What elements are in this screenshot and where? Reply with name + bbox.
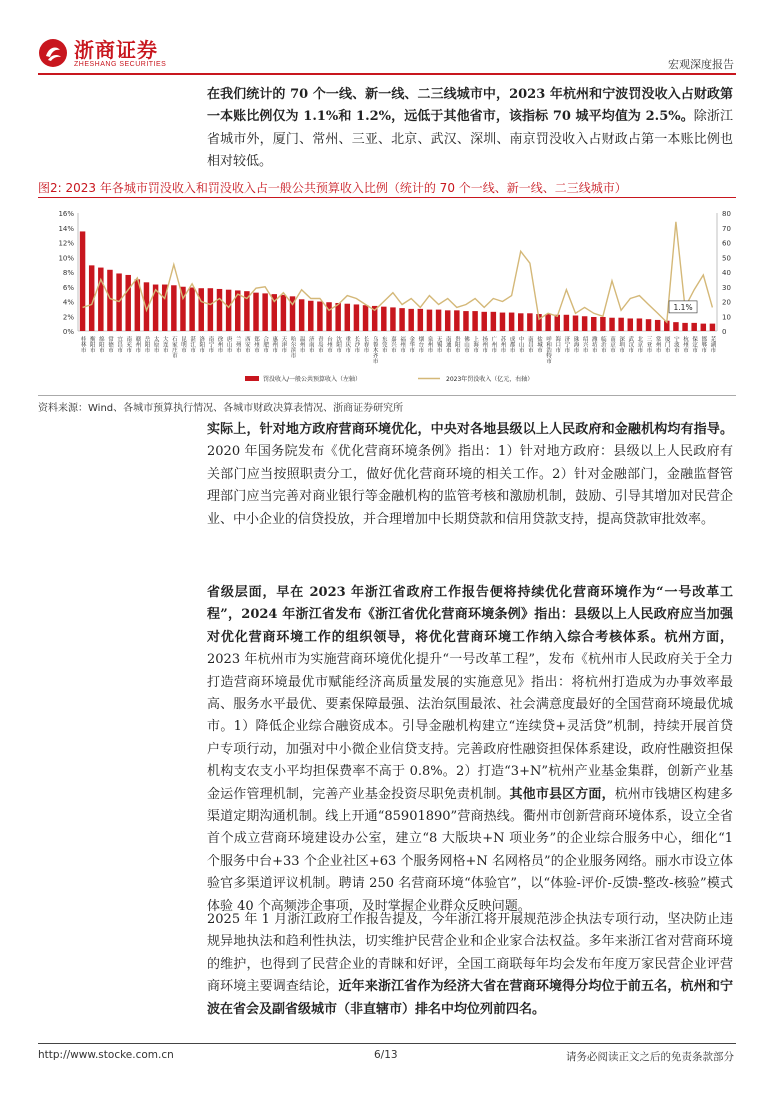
- bar: [491, 312, 496, 331]
- paragraph-3-text-1: 2023 年杭州市为实施营商环境优化提升“一号改革工程”，发布《杭州市人民政府关于全力打造营商环境最优市赋能经济高质量发展的实施意见》指出：将杭州打造成为办事效率最高、服务水平最优、要素保障最强、法治氛围最浓、社会满意度最好的全国营商环境最优城市。1）降低企业综合融资成本。引导金融机构建立“连续贷+灵活贷”机制，持续开展首贷户专项行动，加强对中小微企业信贷支持。完善政府性融资担保体系建设，政府性融资担保机构支农支小平均担保费率不高于 0.8%。2）打造“3+N”杭州产业基金集群，创新产业基金运作管理机制，完善产业基金投资尽职免责机制。: [207, 652, 733, 802]
- category-label: 郑州市: [253, 336, 260, 353]
- source-divider: [38, 395, 736, 396]
- category-label: 台州市: [326, 336, 333, 353]
- category-label: 岳阳市: [143, 336, 150, 353]
- category-label: 烟台市: [417, 336, 424, 353]
- bar: [518, 313, 523, 331]
- category-label: 南通市: [444, 336, 451, 353]
- figure-label: 图2:: [38, 181, 62, 195]
- category-label: 盐城市: [535, 336, 542, 353]
- y-right-tick-label: 50: [722, 254, 731, 263]
- category-label: 海口市: [554, 336, 561, 353]
- y-left-tick-label: 10%: [58, 254, 74, 263]
- bar: [628, 318, 633, 331]
- bar: [363, 305, 368, 331]
- bar: [98, 268, 103, 331]
- bar: [691, 323, 696, 331]
- category-label: 广州市: [490, 336, 497, 353]
- category-label: 宁波市: [672, 336, 679, 353]
- category-label: 洛阳市: [198, 336, 205, 353]
- bar: [701, 324, 706, 331]
- category-label: 贵阳市: [453, 336, 460, 353]
- figure-source: 资料来源：Wind、各城市预算执行情况、各城市财政决算表情况、浙商证券研究所: [38, 403, 404, 414]
- category-label: 金华市: [408, 336, 415, 353]
- bar: [427, 310, 432, 331]
- footer-url[interactable]: http://www.stocke.com.cn: [38, 1049, 174, 1061]
- bar: [408, 309, 413, 331]
- category-label: 绵阳市: [97, 336, 104, 353]
- y-left-tick-label: 16%: [58, 210, 74, 218]
- paragraph-4-bold: 近年来浙江省作为经济大省在营商环境得分均位于前五名，杭州和宁波在省会及副省级城市（非直辖市）排名中均位列前四名。: [207, 979, 733, 1017]
- category-label: 徐州市: [216, 336, 223, 353]
- paragraph-2-bold: 实际上，针对地方政府营商环境优化，中央对各地县级以上人民政府和金融机构均有指导。: [207, 422, 733, 437]
- chart: [0, 197, 774, 397]
- category-label: 嘉兴市: [389, 336, 396, 353]
- paragraph-1-bold: 在我们统计的 70 个一线、新一线、二三线城市中，2023 年杭州和宁波罚没收入占财政第一本账比例仅为 1.1%和 1.2%，远低于其他省市，该指标 70 城平均值为 2.5%。: [207, 87, 733, 125]
- category-label: 石家庄市: [170, 336, 177, 358]
- bar: [399, 308, 404, 331]
- bar: [217, 289, 222, 331]
- category-label: 昆明市: [179, 336, 186, 353]
- category-label: 佛山市: [462, 336, 469, 353]
- category-label: 潍坊市: [590, 336, 597, 353]
- y-right-tick-label: 70: [722, 224, 731, 233]
- category-label: 深圳市: [618, 336, 625, 353]
- footer-divider: [38, 1043, 736, 1044]
- category-label: 温州市: [298, 336, 305, 353]
- bar: [646, 319, 651, 331]
- category-label: 青岛市: [316, 336, 323, 353]
- category-label: 南充市: [125, 336, 132, 353]
- bar: [299, 299, 304, 331]
- legend-swatch-bar: [245, 376, 259, 381]
- category-label: 邯郸市: [700, 336, 707, 353]
- category-label: 合肥市: [262, 336, 269, 353]
- brand-logo: [38, 38, 166, 68]
- figure-title: [38, 179, 627, 196]
- bar: [673, 322, 678, 331]
- category-label: 常德市: [106, 336, 113, 353]
- category-label: 哈尔滨市: [289, 336, 296, 358]
- bar: [418, 309, 423, 331]
- category-label: 绍兴市: [581, 336, 588, 353]
- bar: [208, 288, 213, 331]
- bar: [381, 307, 386, 331]
- bar: [564, 315, 569, 331]
- category-label: 杭州市: [682, 336, 689, 353]
- y-left-tick-label: 0%: [62, 328, 74, 336]
- category-label: 呼和浩特市: [545, 336, 552, 364]
- category-label: 武汉市: [627, 336, 634, 353]
- bar: [637, 318, 642, 331]
- category-label: 上海市: [472, 336, 479, 353]
- category-label: 重庆市: [344, 336, 351, 353]
- paragraph-2-text: 2020 年国务院发布《优化营商环境条例》指出：1）针对地方政府：县级以上人民政府有关部门应当按照职责分工，做好优化营商环境的相关工作。2）针对金融部门，金融监督管理部门应当完善对商业银行等金融机构的监管考核和激励机制，鼓励、引导其增加对民营企业、中小企业的信贷投放，并合理增加中长期贷款和信用贷款支持，提高贷款审批效率。: [207, 444, 733, 527]
- bar: [600, 317, 605, 331]
- header-divider: [38, 73, 736, 75]
- category-label: 常州市: [654, 336, 661, 353]
- category-label: 长春市: [362, 336, 369, 353]
- category-label: 济宁市: [563, 336, 570, 353]
- y-right-tick-label: 10: [722, 313, 731, 322]
- category-label: 三亚市: [645, 336, 652, 353]
- bar: [527, 313, 532, 331]
- category-label: 惠州市: [271, 336, 278, 353]
- footer-disclaimer: 请务必阅读正文之后的免责条款部分: [566, 1051, 734, 1063]
- category-label: 芜湖市: [709, 336, 716, 353]
- category-label: 厦门市: [663, 336, 670, 353]
- paragraph-3-bold-1: 省级层面，早在 2023 年浙江省政府工作报告便将持续优化营商环境作为“一号改革工程”，2024 年浙江省发布《浙江省优化营商环境条例》指出：县级以上人民政府应当加强对优化营商环境工作的组织领导，将优化营商环境工作纳入综合考核体系。杭州方面，: [207, 585, 733, 645]
- category-label: 珠海市: [572, 336, 579, 353]
- bar: [436, 310, 441, 331]
- bar: [454, 310, 459, 331]
- bar: [618, 318, 623, 331]
- category-label: 泉州市: [426, 336, 433, 353]
- category-label: 湛江市: [189, 336, 196, 353]
- bar: [555, 315, 560, 331]
- paragraph-4: [207, 909, 733, 1021]
- figure-caption: 2023 年各城市罚没收入和罚没收入占一般公共预算收入比例（统计的 70 个一线、新一线、二三线城市）: [65, 181, 627, 195]
- category-label: 临沂市: [599, 336, 606, 353]
- y-left-tick-label: 4%: [62, 298, 74, 307]
- bar: [262, 293, 267, 331]
- y-right-tick-label: 40: [722, 269, 731, 277]
- category-label: 保定市: [691, 336, 698, 353]
- y-left-tick-label: 14%: [58, 224, 74, 233]
- y-right-tick-label: 30: [722, 283, 731, 292]
- category-label: 宜昌市: [116, 336, 123, 353]
- bar: [582, 316, 587, 331]
- brand-name-en: ZHESHANG SECURITIES: [74, 60, 167, 68]
- bar: [281, 295, 286, 331]
- category-label: 东莞市: [380, 336, 387, 353]
- bar: [335, 303, 340, 331]
- category-label: 南京市: [609, 336, 616, 353]
- category-label: 沈阳市: [335, 336, 342, 353]
- y-right-tick-label: 60: [722, 239, 731, 248]
- bar: [509, 313, 514, 331]
- category-label: 大连市: [161, 336, 168, 353]
- annotation-label: 1.1%: [673, 302, 693, 312]
- bar: [472, 311, 477, 331]
- paragraph-1-text: 除浙江省城市外，厦门、常州、三亚、北京、武汉、深圳、南京罚没收入占财政占第一本账比例也相对较低。: [207, 109, 733, 170]
- y-right-tick-label: 80: [722, 210, 731, 218]
- category-label: 乌鲁木齐市: [371, 336, 378, 364]
- bar: [390, 307, 395, 331]
- category-label: 太原市: [152, 336, 159, 353]
- bar: [500, 313, 505, 331]
- category-label: 济南市: [307, 336, 314, 353]
- bar: [682, 323, 687, 331]
- bar: [125, 275, 130, 331]
- category-label: 南昌市: [526, 336, 533, 353]
- paragraph-1: [207, 84, 733, 174]
- brand-mark-icon: [38, 38, 68, 68]
- category-label: 西安市: [243, 336, 250, 353]
- bar: [80, 231, 85, 331]
- bar: [591, 317, 596, 331]
- bar: [107, 270, 112, 331]
- bar: [445, 310, 450, 331]
- category-label: 天津市: [280, 336, 287, 353]
- y-right-tick-label: 0: [722, 328, 727, 336]
- bar: [481, 312, 486, 331]
- category-label: 兰州市: [234, 336, 241, 353]
- category-label: 中山市: [517, 336, 524, 353]
- category-label: 北京市: [636, 336, 643, 353]
- category-label: 南宁市: [207, 336, 214, 353]
- category-label: 福州市: [399, 336, 406, 353]
- bar: [116, 273, 121, 331]
- bar: [226, 290, 231, 331]
- category-label: 成都市: [508, 336, 515, 353]
- y-left-tick-label: 2%: [62, 313, 74, 322]
- legend-label-line: 2023年罚没收入（亿元，右轴）: [446, 376, 534, 383]
- bar: [463, 311, 468, 331]
- y-right-tick-label: 20: [722, 298, 731, 307]
- bar: [345, 304, 350, 331]
- bar: [189, 287, 194, 331]
- category-label: 唐山市: [225, 336, 232, 353]
- bar: [655, 320, 660, 331]
- bar: [326, 302, 331, 331]
- paragraph-3-text-2: 杭州市钱塘区构建多渠道定期沟通机制。线上开通“85901890”营商热线。衢州市创新营商环境体系，设立全省首个成立营商环境建设办公室，建立“8 大版块+N 项业务”的企业综合服务中心，细化“1 个服务中台+33 个企业社区+63 个服务网格+N 名网格员”的企业服务网络。丽水市设立体验官多渠道评议机制。聘请 250 名营商环境“体验官”，以“体验-评价-反馈-整改-核验”模式体验 40 个高频涉企事项，及时掌握企业群众反映问题。: [207, 786, 733, 914]
- category-label: 赣州市: [134, 336, 141, 353]
- bar: [198, 288, 203, 331]
- y-left-tick-label: 8%: [62, 269, 74, 277]
- bar: [710, 324, 715, 331]
- paragraph-2: [207, 419, 733, 531]
- report-type: 宏观深度报告: [668, 58, 734, 71]
- bar: [308, 301, 313, 331]
- category-label: 长沙市: [353, 336, 360, 353]
- bar: [609, 318, 614, 331]
- bar: [317, 302, 322, 332]
- category-label: 无锡市: [435, 336, 442, 353]
- category-label: 衡阳市: [88, 336, 95, 353]
- bar: [545, 314, 550, 331]
- bar: [171, 285, 176, 331]
- paragraph-3-bold-2: 其他市县区方面，: [509, 786, 615, 802]
- line-series: [83, 222, 713, 322]
- category-label: 苏州市: [499, 336, 506, 353]
- y-left-tick-label: 6%: [62, 283, 74, 292]
- category-label: 桂林市: [79, 336, 86, 353]
- bar: [253, 293, 258, 331]
- legend-label-bar: 罚没收入/一般公共预算收入（左轴）: [263, 376, 362, 383]
- page-number: 6/13: [374, 1049, 398, 1061]
- category-label: 扬州市: [481, 336, 488, 353]
- brand-name-cn: 浙商证券: [74, 37, 158, 62]
- paragraph-3: [207, 582, 733, 918]
- y-left-tick-label: 12%: [58, 239, 74, 248]
- paragraph-4-text: 2025 年 1 月浙江政府工作报告提及，今年浙江将开展规范涉企执法专项行动，坚决防止违规异地执法和趋利性执法，切实维护民营企业和企业家合法权益。多年来浙江省对营商环境的维护，也得到了民营企业的青睐和好评，全国工商联每年均会发布年度万家民营企业评营商环境主要调查结论，: [207, 912, 733, 995]
- bar: [354, 304, 359, 331]
- bar: [573, 316, 578, 331]
